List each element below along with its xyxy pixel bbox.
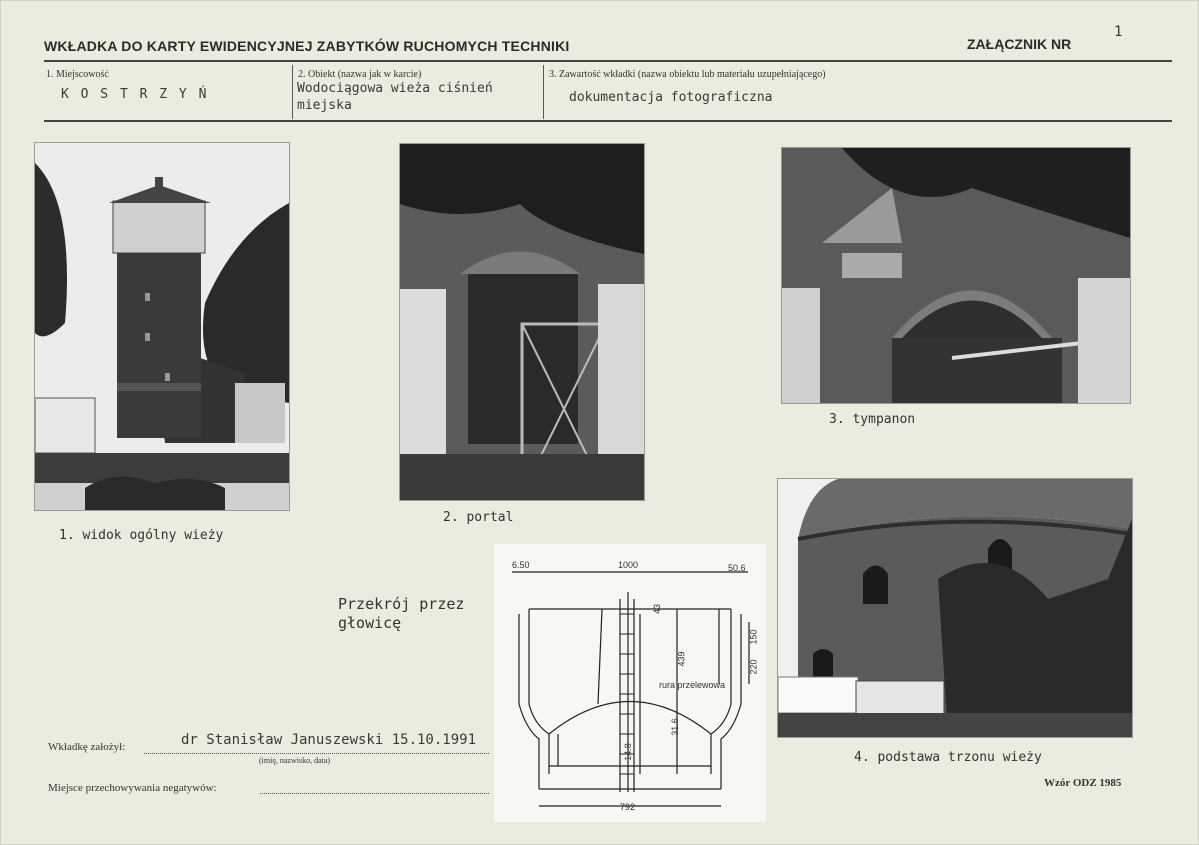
founded-label: Wkładkę założył: (48, 741, 126, 753)
photo-1-caption: 1. widok ogólny wieży (59, 528, 224, 543)
dim-right: 50.6 (728, 563, 746, 573)
dim-439: 439 (676, 651, 687, 667)
cross-section-drawing (494, 544, 766, 822)
field-2-value-line2: miejska (297, 98, 352, 113)
dim-bottom: 792 (620, 802, 636, 812)
card-title: WKŁADKA DO KARTY EWIDENCYJNEJ ZABYTKÓW RUCHOMYCH TECHNIKI (44, 38, 570, 54)
dim-left: 6.50 (512, 560, 530, 570)
storage-line (260, 793, 489, 794)
photo-4-caption: 4. podstawa trzonu wieży (854, 750, 1042, 765)
dim-top: 1000 (618, 560, 639, 570)
section-note-line-2: głowicę (338, 614, 402, 632)
field-divider-2 (543, 65, 544, 119)
section-note-line-1: Przekrój przez (338, 595, 465, 613)
pipe-label: rura przelewowa (659, 680, 726, 690)
annex-number: 1 (1114, 24, 1123, 40)
field-2-label: 2. Obiekt (nazwa jak w karcie) (298, 69, 422, 80)
field-3-value: dokumentacja fotograficzna (569, 90, 773, 105)
dim-43: 43 (652, 603, 663, 615)
dim-220: 220 (748, 659, 759, 675)
founded-hint: (imię, nazwisko, data) (259, 756, 331, 765)
storage-label: Miejsce przechowywania negatywów: (48, 782, 217, 794)
header-rule-top (44, 60, 1172, 62)
dim-148: 14.8 (622, 743, 633, 761)
photo-tower-base (777, 478, 1133, 738)
section-note (338, 595, 464, 633)
field-1-label: 1. Miejscowość (46, 69, 109, 80)
dim-150: 150 (748, 629, 759, 645)
photo-tower-general-view (34, 142, 290, 511)
field-2-value-line1: Wodociągowa wieża ciśnień (297, 81, 493, 96)
dim-316: 31.6 (669, 718, 680, 736)
photo-portal (399, 143, 645, 501)
photo-tympanum (781, 147, 1131, 404)
field-1-value: K O S T R Z Y Ń (61, 87, 209, 102)
annex-label: ZAŁĄCZNIK NR (967, 36, 1072, 52)
header-rule-bottom (44, 120, 1172, 122)
photo-2-caption: 2. portal (443, 510, 514, 525)
photo-3-caption: 3. tympanon (829, 412, 916, 427)
form-code: Wzór ODZ 1985 (1044, 777, 1122, 789)
cross-section-diagram (494, 544, 766, 822)
founded-value: dr Stanisław Januszewski 15.10.1991 (181, 732, 477, 748)
field-3-label: 3. Zawartość wkładki (nazwa obiektu lub materiału uzupełniającego) (549, 69, 826, 80)
field-divider-1 (292, 65, 293, 119)
founded-line (144, 753, 489, 754)
